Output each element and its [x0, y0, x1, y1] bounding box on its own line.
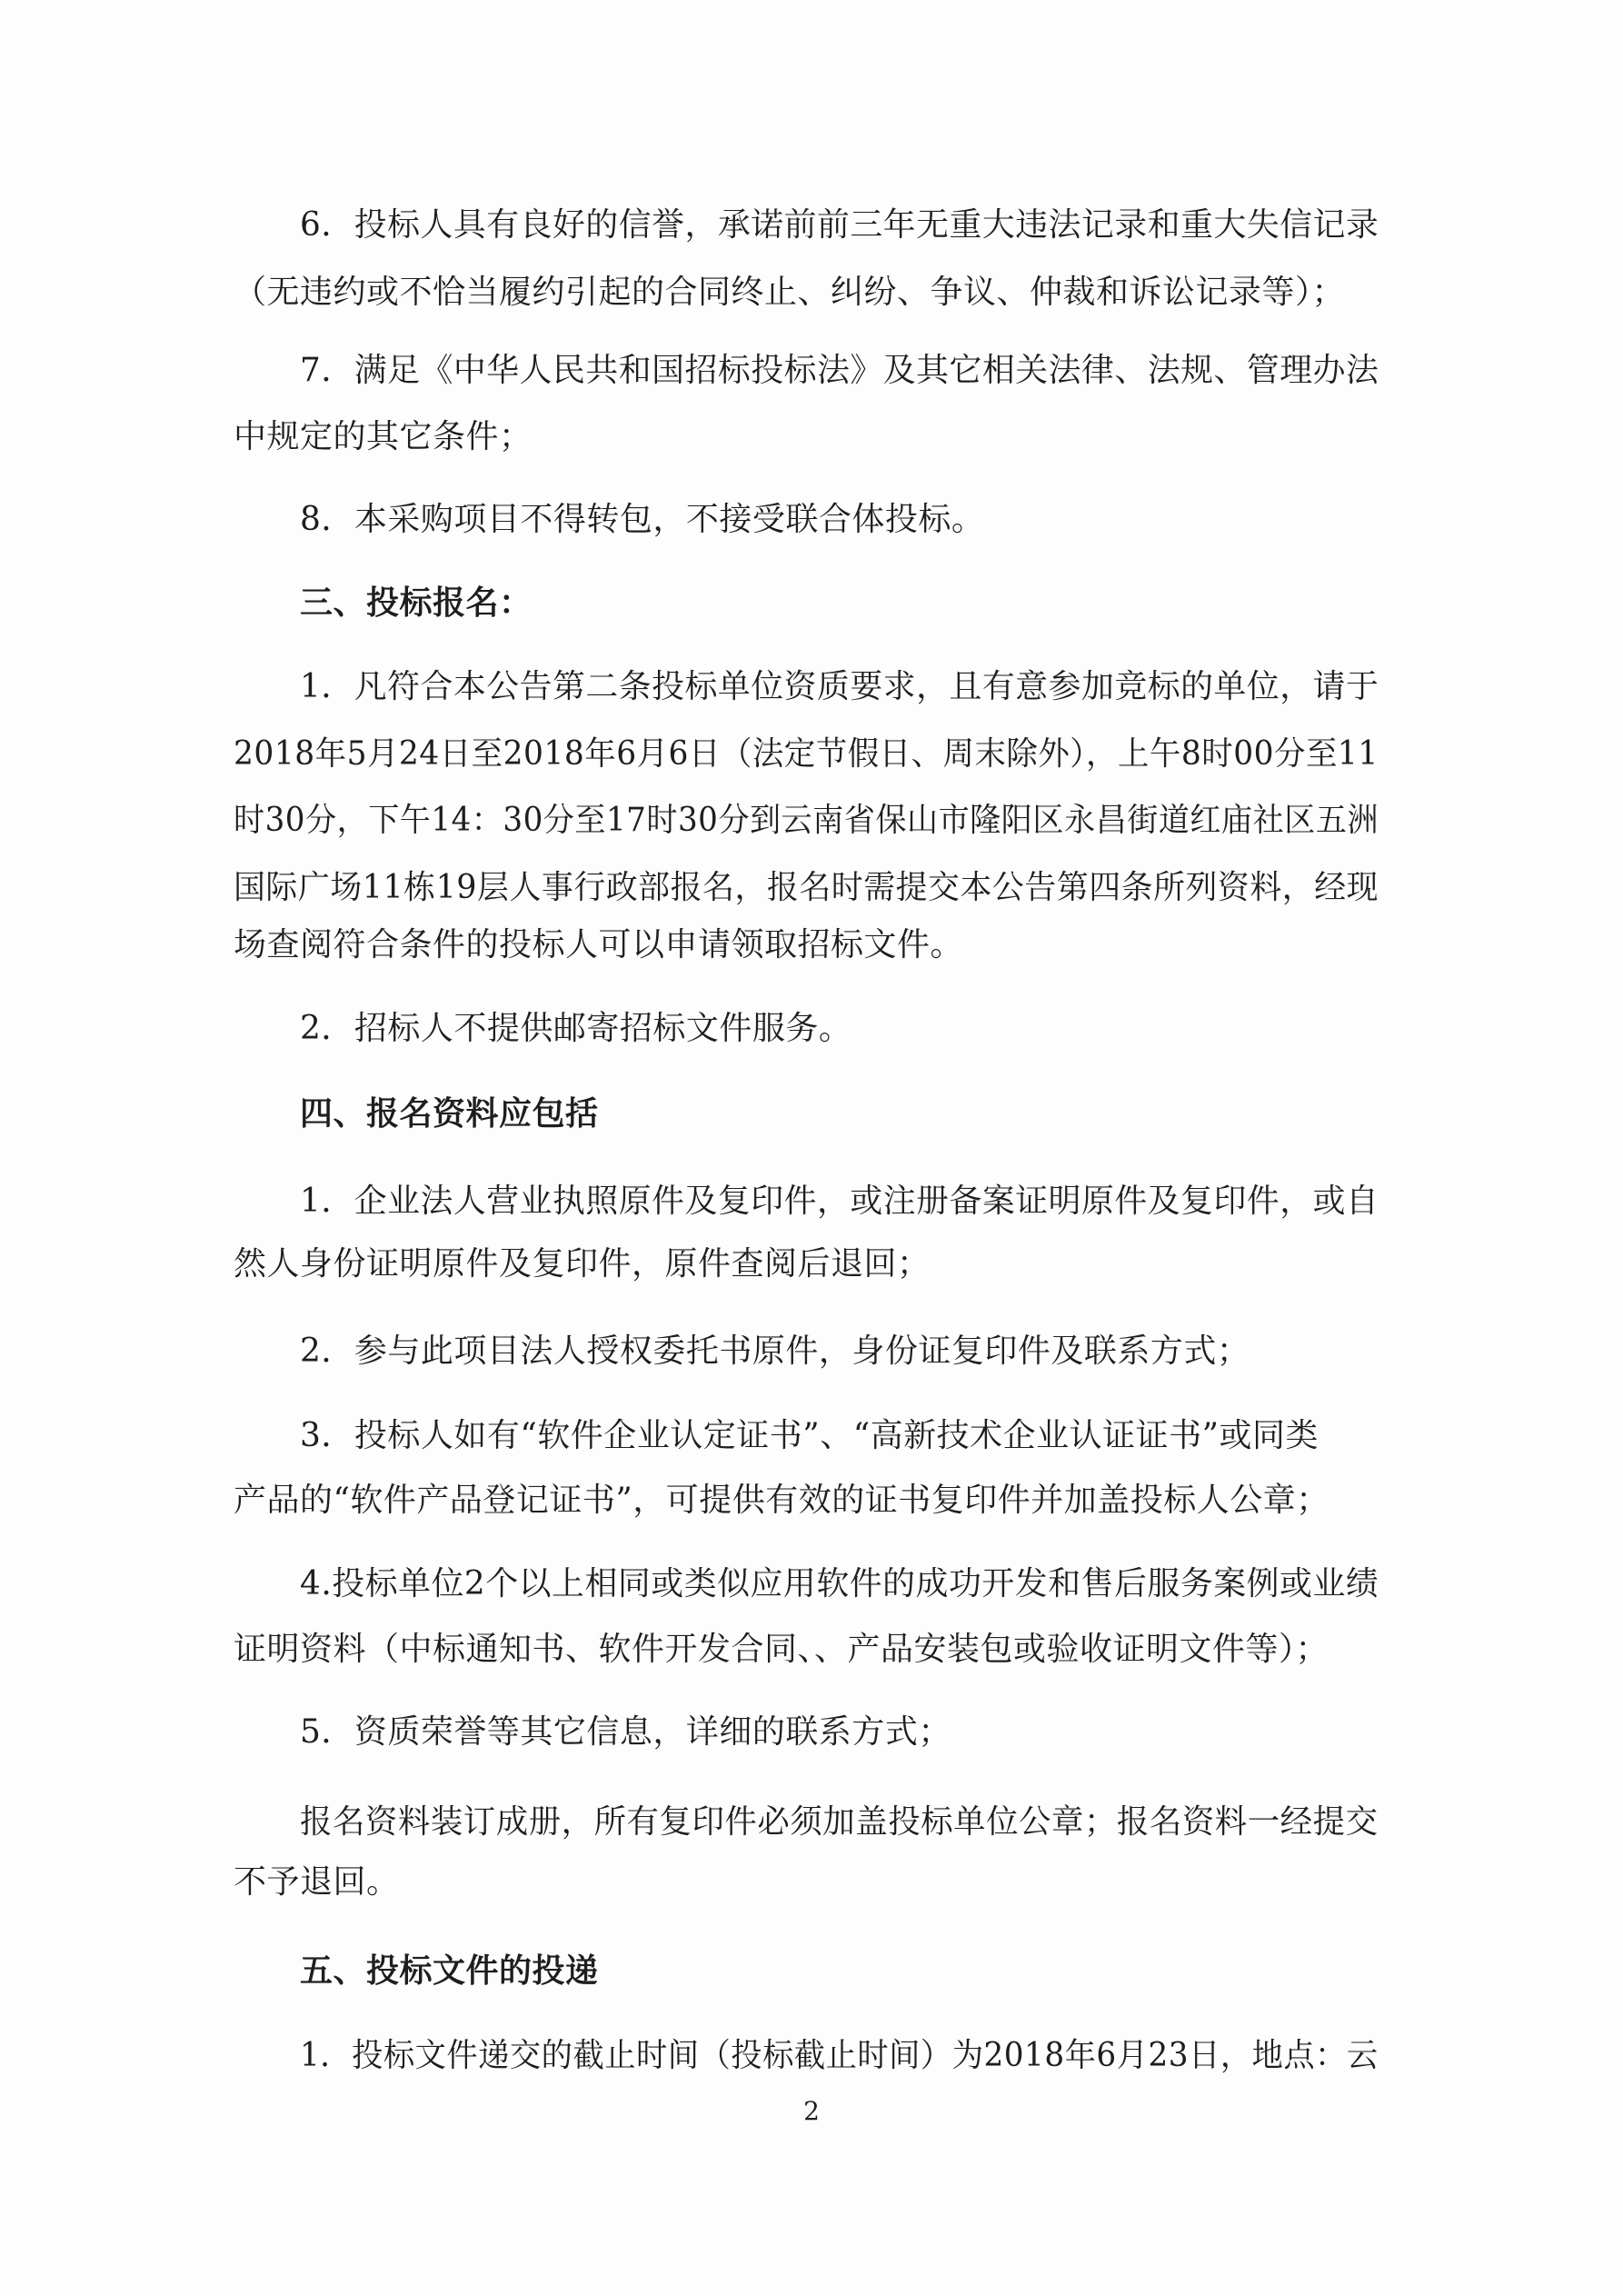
text-line: 中规定的其它条件；	[234, 418, 533, 455]
text-line: 国际广场11栋19层人事行政部报名，报名时需提交本公告第四条所列资料，经现	[234, 869, 1379, 906]
text-line: 不予退回。	[234, 1863, 400, 1901]
text-line: 8．本采购项目不得转包，不接受联合体投标。	[300, 501, 985, 538]
text-line: （无违约或不恰当履约引起的合同终止、纠纷、争议、仲裁和诉讼记录等）；	[234, 274, 1346, 311]
page-number: 2	[803, 2096, 820, 2126]
section-heading: 三、投标报名：	[300, 584, 533, 622]
text-line: 1．企业法人营业执照原件及复印件，或注册备案证明原件及复印件，或自	[300, 1183, 1379, 1220]
text-line: 1．凡符合本公告第二条投标单位资质要求，且有意参加竞标的单位，请于	[300, 668, 1379, 705]
text-line: 2．参与此项目法人授权委托书原件，身份证复印件及联系方式；	[300, 1333, 1250, 1370]
text-line: 时30分，下午14：30分至17时30分到云南省保山市隆阳区永昌街道红庙社区五洲	[234, 802, 1379, 839]
section-heading: 五、投标文件的投递	[300, 1952, 599, 1990]
text-line: 4.投标单位2个以上相同或类似应用软件的成功开发和售后服务案例或业绩	[300, 1565, 1379, 1602]
section-heading: 四、报名资料应包括	[300, 1094, 599, 1133]
text-line: 证明资料（中标通知书、软件开发合同、、产品安装包或验收证明文件等）；	[234, 1631, 1329, 1668]
text-line: 7．满足《中华人民共和国招标投标法》及其它相关法律、法规、管理办法	[300, 352, 1379, 389]
text-line: 6．投标人具有良好的信誉，承诺前前三年无重大违法记录和重大失信记录	[300, 206, 1379, 244]
text-line: 5．资质荣誉等其它信息，详细的联系方式；	[300, 1713, 951, 1751]
text-line: 3．投标人如有“软件企业认定证书”、“高新技术企业认证证书”或同类	[300, 1417, 1319, 1454]
text-line: 场查阅符合条件的投标人可以申请领取招标文件。	[234, 926, 964, 963]
text-line: 产品的“软件产品登记证书”，可提供有效的证书复印件并加盖投标人公章；	[234, 1482, 1329, 1519]
text-line: 然人身份证明原件及复印件，原件查阅后退回；	[234, 1245, 931, 1283]
text-line: 1．投标文件递交的截止时间（投标截止时间）为2018年6月23日，地点：云	[300, 2037, 1379, 2074]
text-line: 报名资料装订成册，所有复印件必须加盖投标单位公章；报名资料一经提交	[300, 1803, 1379, 1841]
text-line: 2．招标人不提供邮寄招标文件服务。	[300, 1010, 852, 1047]
text-line: 2018年5月24日至2018年6月6日（法定节假日、周末除外），上午8时00分至11	[234, 735, 1379, 773]
